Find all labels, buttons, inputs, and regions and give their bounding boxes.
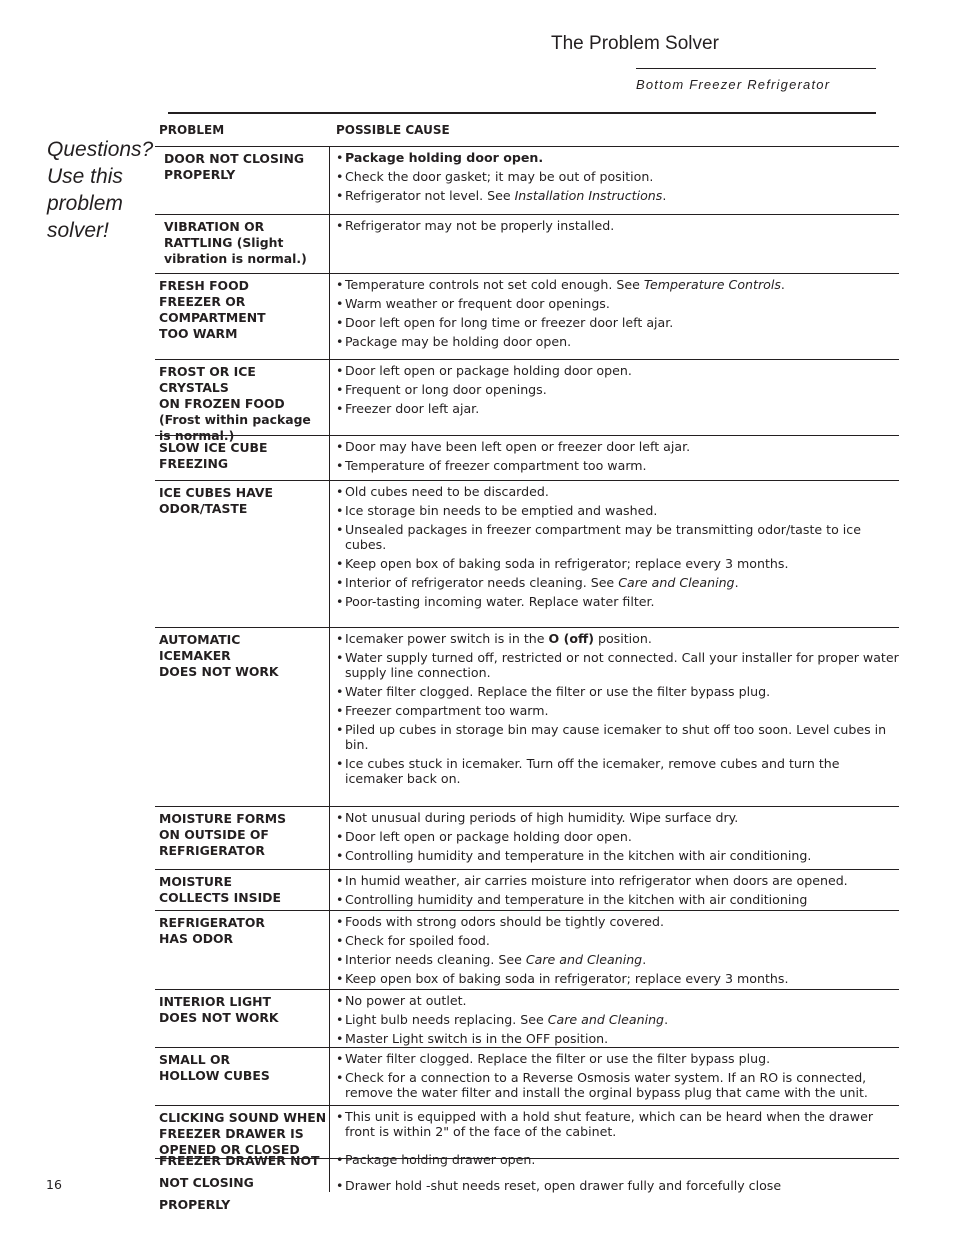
cause-item: • In humid weather, air carries moisture into refrigerator when doors are opened. [336, 873, 848, 888]
bullet-icon: • [336, 169, 344, 184]
cause-item: • Keep open box of baking soda in refrigerator; replace every 3 months. [336, 556, 789, 571]
bullet-icon: • [336, 1012, 344, 1027]
cause-item: • Door left open or package holding door open. [336, 363, 632, 378]
cause-list [330, 628, 899, 806]
cause-item: • Ice storage bin needs to be emptied and washed. [336, 503, 658, 518]
bullet-icon: • [336, 873, 344, 888]
bullet-icon: • [336, 439, 344, 454]
cause-item: • Keep open box of baking soda in refrigerator; replace every 3 months. [336, 971, 789, 986]
problem-label: AUTOMATIC ICEMAKER DOES NOT WORK [155, 628, 330, 806]
cause-item: • Package may be holding door open. [336, 334, 572, 349]
cause-item: • Temperature of freezer compartment too warm. [336, 458, 647, 473]
bullet-icon: • [336, 993, 344, 1008]
table-row [155, 214, 899, 273]
page-number: 16 [46, 1177, 62, 1192]
header-divider [168, 112, 876, 114]
bullet-icon: • [336, 575, 344, 590]
bullet-icon: • [336, 556, 344, 571]
bullet-icon: • [336, 1051, 344, 1066]
cause-list [330, 274, 899, 359]
bullet-icon: • [336, 952, 344, 967]
bullet-icon: • [336, 892, 344, 907]
cause-list [330, 147, 899, 214]
cause-item: • Not unusual during periods of high humidity. Wipe surface dry. [336, 810, 739, 825]
bullet-icon: • [336, 315, 344, 330]
problem-label: CLICKING SOUND WHEN FREEZER DRAWER IS OPENED OR CLOSED [155, 1106, 330, 1158]
table-row [155, 435, 899, 480]
cause-item: • Door may have been left open or freezer door left ajar. [336, 439, 691, 454]
bullet-icon: • [336, 484, 344, 499]
bullet-icon: • [336, 848, 344, 863]
cause-list [330, 911, 899, 989]
table-row [155, 627, 899, 806]
bullet-icon: • [336, 1178, 344, 1193]
cause-item: • Check the door gasket; it may be out of position. [336, 169, 654, 184]
bullet-icon: • [336, 1109, 344, 1124]
problem-solver-table [155, 146, 899, 1159]
cause-item: • Poor-tasting incoming water. Replace water filter. [336, 594, 655, 609]
cause-item: • Interior of refrigerator needs cleaning. See Care and Cleaning. [336, 575, 739, 590]
problem-label: REFRIGERATOR HAS ODOR [155, 911, 330, 989]
bullet-icon: • [336, 522, 344, 537]
problem-label: MOISTURE COLLECTS INSIDE [155, 870, 330, 910]
cause-list [330, 215, 899, 273]
page-title: The Problem Solver [551, 33, 719, 54]
bullet-icon: • [336, 503, 344, 518]
cause-item: • Freezer door left ajar. [336, 401, 480, 416]
column-header-cause: POSSIBLE CAUSE [336, 123, 450, 137]
problem-label: MOISTURE FORMS ON OUTSIDE OF REFRIGERATOR [155, 807, 330, 869]
bullet-icon: • [336, 594, 344, 609]
cause-item: • Frequent or long door openings. [336, 382, 547, 397]
cause-item: • Ice cubes stuck in icemaker. Turn off the icemaker, remove cubes and turn the icemaker back on. [336, 756, 840, 786]
problem-label: VIBRATION OR RATTLING (Slight vibration is normal.) [155, 215, 330, 273]
cause-item: • Light bulb needs replacing. See Care and Cleaning. [336, 1012, 669, 1027]
cause-list [330, 807, 899, 869]
cause-item: • Refrigerator may not be properly installed. [336, 218, 615, 233]
bullet-icon: • [336, 914, 344, 929]
bullet-icon: • [336, 703, 344, 718]
bullet-icon: • [336, 631, 344, 646]
cause-list [330, 870, 899, 910]
bullet-icon: • [336, 933, 344, 948]
table-row [155, 806, 899, 869]
cause-item: • Check for spoiled food. [336, 933, 490, 948]
cause-list [330, 1048, 899, 1105]
cause-list [330, 360, 899, 435]
cause-item: • Water filter clogged. Replace the filter or use the filter bypass plug. [336, 1051, 771, 1066]
problem-label: ICE CUBES HAVE ODOR/TASTE [155, 481, 330, 627]
bullet-icon: • [336, 458, 344, 473]
bullet-icon: • [336, 363, 344, 378]
sidebar-questions-heading: Questions? Use this problem solver! [47, 138, 154, 242]
cause-item: • Icemaker power switch is in the O (off) position. [336, 631, 652, 646]
table-row [155, 910, 899, 989]
cause-item: • Door left open or package holding door open. [336, 829, 632, 844]
problem-label: DOOR NOT CLOSING PROPERLY [155, 147, 330, 214]
bullet-icon: • [336, 756, 344, 771]
cause-item: • Door left open for long time or freezer door left ajar. [336, 315, 674, 330]
bullet-icon: • [336, 1031, 344, 1046]
table-row [155, 273, 899, 359]
cause-item: • Unsealed packages in freezer compartment may be transmitting odor/taste to ice cubes. [336, 522, 861, 552]
problem-label: FRESH FOOD FREEZER OR COMPARTMENT TOO WARM [155, 274, 330, 359]
bullet-icon: • [336, 296, 344, 311]
cause-item: • Temperature controls not set cold enough. See Temperature Controls. [336, 277, 785, 292]
problem-label: FROST OR ICE CRYSTALS ON FROZEN FOOD (Frost within package is normal.) [155, 360, 330, 435]
bullet-icon: • [336, 277, 344, 292]
bullet-icon: • [336, 971, 344, 986]
problem-label: SLOW ICE CUBE FREEZING [155, 436, 330, 480]
cause-item: • Water supply turned off, restricted or not connected. Call your installer for proper water supply line connection. [336, 650, 899, 680]
cause-item: • Master Light switch is in the OFF position. [336, 1031, 609, 1046]
cause-item: • Drawer hold -shut needs reset, open drawer fully and forcefully close [336, 1175, 899, 1197]
title-divider [636, 68, 876, 69]
table-row [155, 1047, 899, 1105]
cause-item: • Refrigerator not level. See Installation Instructions. [336, 188, 667, 203]
cross-reference: Care and Cleaning [525, 952, 643, 967]
cause-list [330, 436, 899, 480]
cause-item: • This unit is equipped with a hold shut feature, which can be heard when the drawer front is within 2" of the face of the cabinet. [336, 1109, 873, 1139]
bullet-icon: • [336, 382, 344, 397]
bullet-icon: • [336, 1152, 344, 1167]
cause-item: • Check for a connection to a Reverse Osmosis water system. If an RO is connected, remove the water filter and install the orginal bypass plug that came with the unit. [336, 1070, 868, 1100]
bullet-icon: • [336, 401, 344, 416]
cross-reference: Temperature Controls [643, 277, 781, 292]
cross-reference: Installation Instructions [514, 188, 663, 203]
problem-label: SMALL OR HOLLOW CUBES [155, 1048, 330, 1105]
cross-reference: Care and Cleaning [547, 1012, 665, 1027]
bullet-icon: • [336, 829, 344, 844]
bullet-icon: • [336, 810, 344, 825]
column-header-problem: PROBLEM [159, 123, 225, 137]
cause-item: • Package holding door open. [336, 150, 544, 165]
cross-reference: Care and Cleaning [618, 575, 735, 590]
cause-item: • Piled up cubes in storage bin may cause icemaker to shut off too soon. Level cubes in bin. [336, 722, 887, 752]
bullet-icon: • [336, 722, 344, 737]
problem-label: FREEZER DRAWER NOT NOT CLOSING PROPERLY [155, 1146, 330, 1192]
switch-position: O (off) [548, 631, 594, 646]
cause-item: • Controlling humidity and temperature in the kitchen with air conditioning [336, 892, 808, 907]
cause-item: • No power at outlet. [336, 993, 467, 1008]
bullet-icon: • [336, 188, 344, 203]
freezer-drawer-block [155, 1146, 899, 1212]
cause-item: • Old cubes need to be discarded. [336, 484, 549, 499]
cause-list [330, 481, 899, 627]
bullet-icon: • [336, 150, 344, 165]
cause-list [330, 1146, 899, 1201]
bullet-icon: • [336, 684, 344, 699]
cause-item: • Package holding drawer open. [336, 1149, 899, 1171]
bullet-icon: • [336, 218, 344, 233]
bullet-icon: • [336, 1070, 344, 1085]
cause-item: • Warm weather or frequent door openings. [336, 296, 610, 311]
page-subtitle: Bottom Freezer Refrigerator [636, 77, 831, 92]
bullet-icon: • [336, 650, 344, 665]
table-row [155, 480, 899, 627]
table-row [155, 146, 899, 214]
table-row [155, 359, 899, 443]
table-row [155, 869, 899, 910]
table-row [155, 989, 899, 1047]
cause-item: • Freezer compartment too warm. [336, 703, 549, 718]
cause-item: • Water filter clogged. Replace the filter or use the filter bypass plug. [336, 684, 771, 699]
cause-item: • Interior needs cleaning. See Care and Cleaning. [336, 952, 647, 967]
problem-label: INTERIOR LIGHT DOES NOT WORK [155, 990, 330, 1047]
cause-item: • Foods with strong odors should be tightly covered. [336, 914, 664, 929]
cause-list [330, 990, 899, 1047]
bullet-icon: • [336, 334, 344, 349]
cause-item: • Controlling humidity and temperature in the kitchen with air conditioning. [336, 848, 812, 863]
